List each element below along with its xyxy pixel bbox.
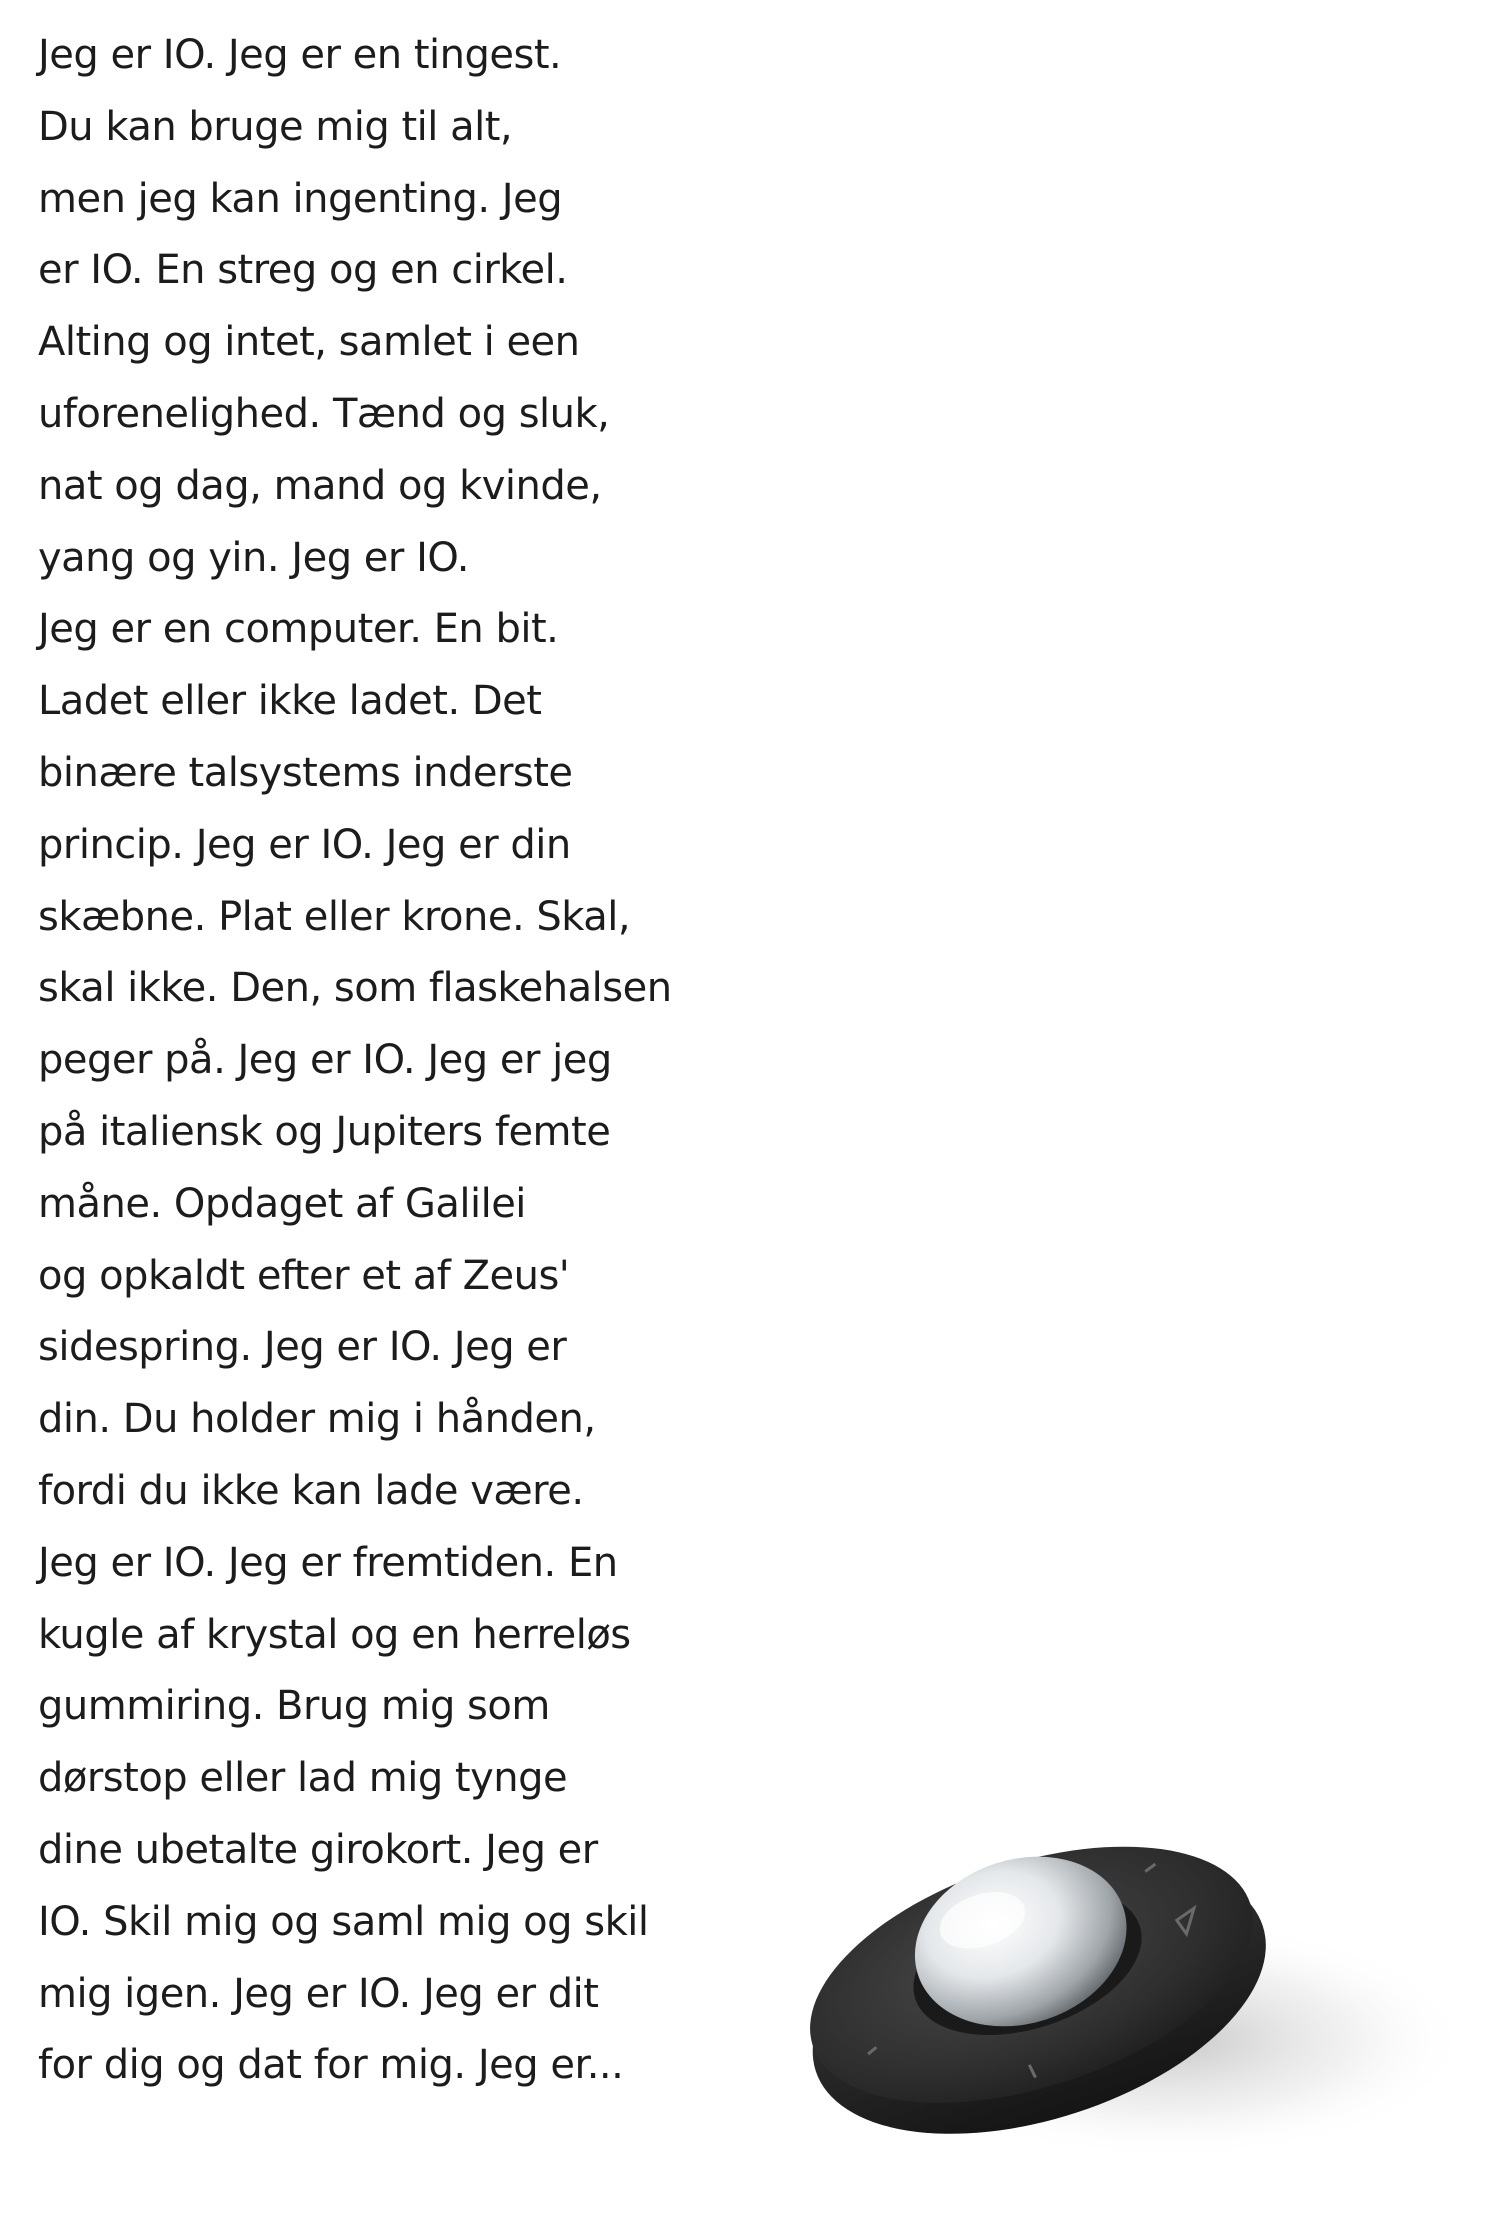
poem-line: fordi du ikke kan lade være. — [38, 1467, 584, 1514]
poem-line: din. Du holder mig i hånden, — [38, 1396, 596, 1443]
poem-line: gummiring. Brug mig som — [38, 1683, 550, 1730]
poem-line: binære talsystems inderste — [38, 749, 573, 796]
poem-text — [38, 20, 678, 2102]
poem-line: er IO. En streg og en cirkel. — [38, 247, 568, 294]
poem-line: sidespring. Jeg er IO. Jeg er — [38, 1324, 567, 1371]
poem-line: men jeg kan ingenting. Jeg — [38, 175, 563, 222]
poem-line: skæbne. Plat eller krone. Skal, — [38, 893, 631, 940]
poem-line: mig igen. Jeg er IO. Jeg er dit — [38, 1970, 599, 2017]
poem-line: for dig og dat for mig. Jeg er... — [38, 2042, 624, 2089]
poem-line: og opkaldt efter et af Zeus' — [38, 1252, 570, 1299]
poem-line: måne. Opdaget af Galilei — [38, 1180, 526, 1227]
poem-line: dørstop eller lad mig tynge — [38, 1755, 568, 1802]
poem-line: Jeg er IO. Jeg er fremtiden. En — [38, 1539, 618, 1586]
poem-line: Du kan bruge mig til alt, — [38, 103, 513, 150]
poem-line: IO. Skil mig og saml mig og skil — [38, 1898, 649, 1945]
poem-line: på italiensk og Jupiters femte — [38, 1108, 611, 1155]
poem-line: peger på. Jeg er IO. Jeg er jeg — [38, 1037, 612, 1084]
poem-line: Ladet eller ikke ladet. Det — [38, 678, 542, 725]
poem-line: princip. Jeg er IO. Jeg er din — [38, 821, 571, 868]
poem-line: Alting og intet, samlet i een — [38, 319, 580, 366]
poem-line: Jeg er en computer. En bit. — [38, 606, 559, 653]
poem-line: Jeg er IO. Jeg er en tingest. — [38, 32, 562, 78]
poem-line: dine ubetalte girokort. Jeg er — [38, 1826, 598, 1873]
io-device-icon — [700, 1700, 1500, 2235]
poem-line: kugle af krystal og en herreløs — [38, 1611, 631, 1658]
poem-line: skal ikke. Den, som flaskehalsen — [38, 965, 672, 1012]
poem-line: nat og dag, mand og kvinde, — [38, 462, 602, 509]
poem-line: uforenelighed. Tænd og sluk, — [38, 390, 610, 437]
io-device-image — [700, 1700, 1500, 2235]
poem-line: yang og yin. Jeg er IO. — [38, 534, 469, 581]
